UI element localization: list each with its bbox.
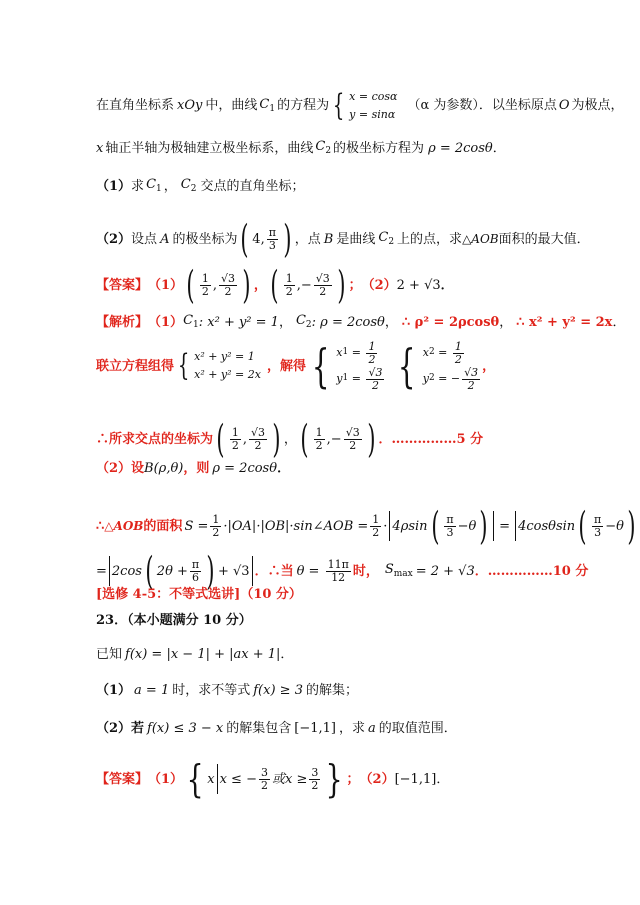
s-max: $S_{max}$ bbox=[384, 562, 413, 579]
question-number: （1） bbox=[96, 178, 132, 194]
triangle-AOB: △AOB bbox=[104, 519, 144, 533]
curve-c2: $C_2$ bbox=[180, 177, 197, 194]
text: 求 bbox=[131, 178, 145, 194]
max-value: = 2 + √3 bbox=[415, 563, 475, 579]
solution-1: x 1 = $\frac{1}{2}$ y 1 = $\frac{√3}{2}$ bbox=[336, 339, 383, 392]
text: 是曲线 bbox=[336, 231, 376, 247]
paren-close: ) bbox=[479, 504, 488, 548]
curve-c2: $C_2$ bbox=[315, 139, 332, 156]
text: ∴所求交点的坐标为 bbox=[96, 431, 214, 447]
text: ． bbox=[280, 647, 294, 662]
text: ． bbox=[440, 277, 454, 293]
text: ，点 bbox=[294, 231, 321, 247]
system-solution bbox=[96, 338, 495, 394]
param-eq-x: x = cosα bbox=[349, 90, 398, 103]
text: ，则 bbox=[183, 461, 210, 476]
polar-radius: 4, bbox=[252, 231, 265, 247]
question-23-function bbox=[96, 648, 293, 661]
separator: ， bbox=[499, 314, 513, 330]
question-number: （2）若 bbox=[96, 721, 145, 736]
paren-close: ) bbox=[627, 504, 636, 548]
text: 的极坐标为 bbox=[172, 231, 238, 247]
text: ． bbox=[492, 140, 506, 156]
paren-open: ( bbox=[270, 263, 279, 307]
set-condition: 或x ≥ bbox=[271, 771, 308, 787]
text: 的面积 bbox=[143, 518, 183, 534]
text: 时， bbox=[352, 563, 379, 579]
point-1: $\frac{1}{2}$ , $\frac{√3}{2}$ bbox=[231, 425, 265, 452]
separator: ； bbox=[346, 771, 360, 787]
text: 为极点， bbox=[571, 98, 624, 114]
point-2: $\frac{1}{2}$ ,− $\frac{√3}{2}$ bbox=[315, 425, 360, 452]
text: ， bbox=[163, 178, 177, 194]
text: 已知 bbox=[96, 647, 123, 662]
separator: ， bbox=[384, 314, 398, 330]
set-variable: x bbox=[207, 771, 215, 787]
brace-open: { bbox=[186, 757, 204, 801]
variable-a: a bbox=[368, 721, 376, 736]
curve-c2: $C_2$ bbox=[378, 230, 395, 247]
problem-intro-line-2 bbox=[96, 140, 506, 156]
parametric-system bbox=[349, 88, 397, 123]
paren-open: ( bbox=[145, 549, 154, 593]
text: = bbox=[96, 563, 107, 579]
text: ， bbox=[482, 358, 496, 374]
expression: 2θ + bbox=[156, 563, 188, 579]
text: = bbox=[499, 518, 511, 534]
score-marker: ．……………5 分 bbox=[378, 431, 484, 447]
fraction-11pi-over-12: $\frac{11\pi}{12}$ bbox=[327, 557, 349, 584]
derivation-step: ∴ x² + y² = 2x bbox=[516, 314, 613, 330]
answer-number: （2） bbox=[359, 771, 395, 787]
text: ，求 bbox=[339, 721, 366, 736]
fraction-3-over-2: $\frac{3}{2}$ bbox=[311, 765, 319, 792]
answer-tag: 【答案】 bbox=[96, 277, 149, 293]
answer-23 bbox=[96, 757, 450, 801]
question-number: 23．（本小题满分 10 分） bbox=[96, 613, 252, 628]
solution-2: x 2 = $\frac{1}{2}$ y 2 = − $\frac{√3}{2}$ bbox=[422, 339, 479, 392]
separator: ， bbox=[278, 314, 292, 330]
origin-O: O bbox=[558, 98, 570, 114]
x-axis-label: x bbox=[96, 140, 104, 156]
text: 的方程为 bbox=[277, 98, 330, 114]
paren-open: ( bbox=[216, 417, 225, 461]
analysis-number: （1） bbox=[148, 314, 184, 330]
expression: 4ρsin bbox=[392, 518, 428, 534]
paren-open: ( bbox=[300, 417, 309, 461]
question-1 bbox=[96, 178, 304, 194]
equation-c2: : ρ = 2cosθ bbox=[311, 314, 385, 330]
text: ∴ bbox=[96, 518, 105, 534]
abs-bar bbox=[515, 511, 516, 541]
answer-tag: 【答案】 bbox=[96, 771, 149, 787]
param-eq-y: y = sinα bbox=[349, 107, 396, 121]
text: ．∴当 bbox=[254, 563, 294, 579]
question-23-part-1 bbox=[96, 684, 358, 697]
text: 时，求不等式 bbox=[172, 683, 251, 698]
paren-open: ( bbox=[578, 504, 587, 548]
area-symbol: S = bbox=[184, 518, 209, 534]
answer-number: （1） bbox=[148, 277, 184, 293]
inequality: f(x) ≥ 3 bbox=[253, 683, 303, 698]
text: 的极坐标方程为 bbox=[333, 140, 425, 156]
text: 轴正半轴为极轴建立极坐标系，曲线 bbox=[105, 140, 314, 156]
expression: + √3 bbox=[217, 563, 250, 579]
question-number: （1） bbox=[96, 683, 132, 698]
point-2: $\frac{1}{2}$ ,− $\frac{√3}{2}$ bbox=[285, 271, 330, 298]
set-bar bbox=[217, 764, 218, 794]
section-heading: [选修 4-5：不等式选讲]（10 分） bbox=[96, 587, 302, 602]
paren-close: ) bbox=[242, 263, 251, 307]
text: （α 为参数）．以坐标原点 bbox=[407, 98, 557, 114]
fraction-half: $\frac{1}{2}$ bbox=[212, 512, 220, 539]
equation-system bbox=[194, 348, 261, 383]
intersection-coordinates bbox=[96, 417, 484, 461]
question-23-part-2 bbox=[96, 722, 457, 735]
area-expression: ∴ △AOB 的面积 S = $\frac{1}{2}$ ·|OA|·|OB|·sin∠AOB = $\frac{1}{2}$ · 4ρsin ( $\frac{\pi}{3}$ −θ ) = 4cosθsin ( $\frac{\pi}{3}$ −θ ) bbox=[96, 504, 636, 548]
paren-close: ) bbox=[367, 417, 376, 461]
derivation-step: ∴ ρ² = 2ρcosθ bbox=[401, 314, 500, 330]
text: 联立方程组得 bbox=[96, 358, 175, 374]
point-1: $\frac{1}{2}$ , $\frac{√3}{2}$ bbox=[201, 271, 236, 298]
answer-value: 2 + √3 bbox=[396, 277, 441, 293]
area-formula: ·|OA|·|OB|·sin∠AOB = bbox=[223, 518, 369, 534]
question-2 bbox=[96, 217, 590, 261]
curve-c1: $C_1$ bbox=[146, 177, 162, 194]
text: 中，曲线 bbox=[205, 98, 258, 114]
text: · bbox=[383, 518, 388, 534]
expression: 2cos bbox=[111, 563, 142, 579]
text: 的解集包含 bbox=[226, 721, 292, 736]
text: 的解集； bbox=[305, 683, 358, 698]
problem-intro-line-1 bbox=[96, 88, 624, 123]
separator: ， bbox=[253, 277, 267, 293]
question-number: （2） bbox=[96, 231, 132, 247]
text: 面积的最大值． bbox=[498, 231, 590, 247]
answer-number: （1） bbox=[148, 771, 184, 787]
point-B-polar: B(ρ,θ) bbox=[144, 461, 184, 476]
point-B: B bbox=[323, 231, 334, 247]
answer-number: （2） bbox=[361, 277, 397, 293]
brace: { bbox=[398, 339, 416, 393]
polar-equation: ρ = 2cosθ bbox=[212, 461, 278, 476]
function-definition: f(x) = |x − 1| + |ax + 1| bbox=[125, 647, 281, 662]
inequality: f(x) ≤ 3 − x bbox=[147, 721, 224, 736]
paren-open: ( bbox=[186, 263, 195, 307]
paren-close: ) bbox=[283, 217, 292, 261]
analysis-tag: 【解析】 bbox=[96, 314, 149, 330]
paren-open: ( bbox=[240, 217, 249, 261]
paren-open: ( bbox=[430, 504, 440, 548]
brace-close: } bbox=[325, 757, 343, 801]
abs-bar bbox=[389, 511, 390, 541]
analysis-part-2 bbox=[96, 462, 290, 475]
abs-bar bbox=[493, 511, 494, 541]
fraction-half: $\frac{1}{2}$ bbox=[372, 512, 380, 539]
fraction-3-over-2: $\frac{3}{2}$ bbox=[260, 765, 268, 792]
fraction-pi-over-3: $\frac{\pi}{3}$ bbox=[268, 225, 276, 252]
equation-c1: : x² + y² = 1 bbox=[198, 314, 279, 330]
score-marker: ．……………10 分 bbox=[474, 563, 589, 579]
set-condition: x ≤ − bbox=[219, 771, 257, 787]
interval: [−1,1] bbox=[294, 721, 336, 736]
separator: ； bbox=[348, 277, 362, 293]
question-23-header bbox=[96, 614, 252, 627]
paren-close: ) bbox=[337, 263, 346, 307]
system-eq-1: x² + y² = 1 bbox=[194, 350, 255, 364]
text: 设点 bbox=[131, 231, 158, 247]
text: 交点的直角坐标； bbox=[200, 178, 305, 194]
brace: { bbox=[177, 348, 190, 383]
fraction-pi-over-3: $\frac{\pi}{3}$ bbox=[593, 512, 602, 539]
polar-equation: ρ = 2cosθ bbox=[428, 140, 493, 156]
coord-system-xOy: xOy bbox=[177, 98, 203, 114]
text: 在直角坐标系 bbox=[96, 98, 175, 114]
separator: ， bbox=[283, 431, 297, 447]
text: ． bbox=[436, 771, 450, 787]
triangle-AOB: △AOB bbox=[462, 232, 499, 246]
answer-value: [−1,1] bbox=[394, 771, 437, 787]
abs-bar bbox=[109, 556, 110, 586]
text: 上的点，求 bbox=[397, 231, 463, 247]
fraction-pi-over-3: $\frac{\pi}{3}$ bbox=[446, 512, 454, 539]
paren-close: ) bbox=[272, 417, 281, 461]
section-title bbox=[96, 588, 302, 601]
paren-close: ) bbox=[206, 549, 215, 593]
condition: a = 1 bbox=[134, 683, 170, 698]
point-A: A bbox=[160, 231, 170, 247]
curve-c2: $C_2$ bbox=[295, 313, 312, 330]
brace: { bbox=[332, 87, 345, 123]
fraction-pi-over-6: $\frac{\pi}{6}$ bbox=[191, 557, 200, 584]
brace: { bbox=[311, 339, 330, 393]
text: （2）设 bbox=[96, 461, 145, 476]
answer-part-1 bbox=[96, 263, 454, 307]
curve-c1: $C_1$ bbox=[259, 96, 276, 114]
area-maximum: = 2cos ( 2θ + $\frac{\pi}{6}$ ) + √3 ．∴当 θ = $\frac{11\pi}{12}$ 时， $S_{max}$ = 2 + √3 ．……………10 分 bbox=[96, 549, 589, 593]
system-eq-2: x² + y² = 2x bbox=[194, 368, 261, 381]
curve-c1: $C_1$ bbox=[183, 313, 199, 330]
analysis-part-1 bbox=[96, 314, 625, 330]
expression: 4cosθsin bbox=[518, 518, 576, 534]
text: ． bbox=[612, 314, 626, 330]
abs-bar bbox=[252, 556, 253, 586]
text: ． bbox=[277, 461, 291, 476]
text: 的取值范围． bbox=[378, 721, 457, 736]
text: ，解得 bbox=[266, 358, 306, 374]
